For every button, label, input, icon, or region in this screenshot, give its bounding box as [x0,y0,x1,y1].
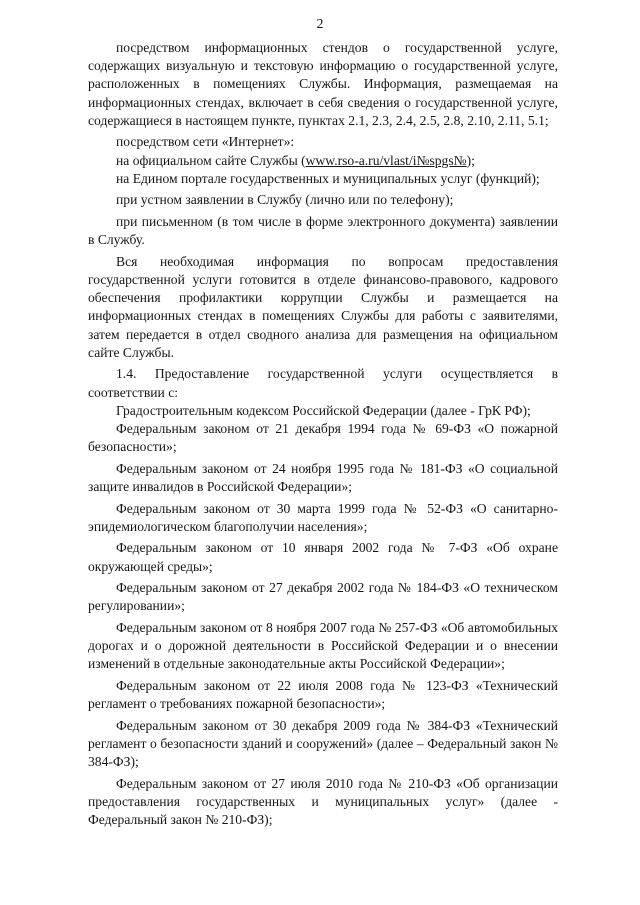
paragraph-law-210fz: Федеральным законом от 27 июля 2010 года № 210-ФЗ «Об организации предоставления государственных и муниципальных услуг» (далее - Федеральный закон № 210-ФЗ); [88,775,558,828]
official-site-text-after: ); [466,152,475,168]
paragraph-law-181fz: Федеральным законом от 24 ноября 1995 года № 181-ФЗ «О социальной защите инвалидов в Российской Федерации»; [88,460,558,495]
paragraph-section-1-4: 1.4. Предоставление государственной услуги осуществляется в соответствии с: [88,366,558,400]
paragraph-official-site [88,152,558,170]
paragraph-law-7fz: Федеральным законом от 10 января 2002 года № 7-ФЗ «Об охране окружающей среды»; [88,540,558,574]
paragraph-law-69fz: Федеральным законом от 21 декабря 1994 года № 69-ФЗ «О пожарной безопасности»; [88,421,558,455]
paragraph-law-384fz: Федеральным законом от 30 декабря 2009 года № 384-ФЗ «Технический регламент о безопасности зданий и сооружений» (далее – Федеральный закон № 384-ФЗ); [88,717,558,770]
paragraph-written-request: при письменном (в том числе в форме электронного документа) заявлении в Службу. [88,214,558,248]
page-number: 2 [316,17,324,32]
official-site-link[interactable]: www.rso-a.ru/vlast/i№spgs№ [305,152,467,168]
paragraph-oral-request: при устном заявлении в Службу (лично или по телефону); [116,192,454,208]
paragraph-unified-portal: на Едином портале государственных и муниципальных услуг (функций); [116,170,540,186]
paragraph-law-52fz: Федеральным законом от 30 марта 1999 года № 52-ФЗ «О санитарно-эпидемиологическом благополучии населения»; [88,500,558,534]
paragraph-info-stands: посредством информационных стендов о государственной услуге, содержащих визуальную и текстовую информацию о государственной услуге, расположенных в помещениях Службы. Информация, размещаемая на информационных стендах, включает в себя сведения о государственной услуге, содержащиеся в настоящем пункте, пунктах 2.1, 2.3, 2.4, 2.5, 2.8, 2.10, 2.11, 5.1; [88,40,558,128]
paragraph-law-123fz: Федеральным законом от 22 июля 2008 года № 123-ФЗ «Технический регламент о требованиях пожарной безопасности»; [88,678,558,712]
paragraph-law-257fz: Федеральным законом от 8 ноября 2007 года № 257-ФЗ «Об автомобильных дорогах и о дорожной деятельности в Российской Федерации и о внесении изменений в отдельные законодательные акты Российской Федерации»; [88,620,558,672]
paragraph-grk-rf: Градостроительным кодексом Российской Федерации (далее - ГрК РФ); [116,402,531,418]
document-body [88,39,558,833]
official-site-text-before: на официальном сайте Службы ( [116,152,306,168]
paragraph-law-184fz: Федеральным законом от 27 декабря 2002 года № 184-ФЗ «О техническом регулировании»; [88,580,558,614]
paragraph-information-preparation: Вся необходимая информация по вопросам предоставления государственной услуги готовится в отделе финансово-правового, кадрового обеспечения профилактики коррупции Службы и размещается на информационных стендах в помещениях Службы для работы с заявителями, затем передается в отдел сводного анализа для размещения на официальном сайте Службы. [88,253,558,360]
paragraph-internet: посредством сети «Интернет»: [116,134,295,150]
